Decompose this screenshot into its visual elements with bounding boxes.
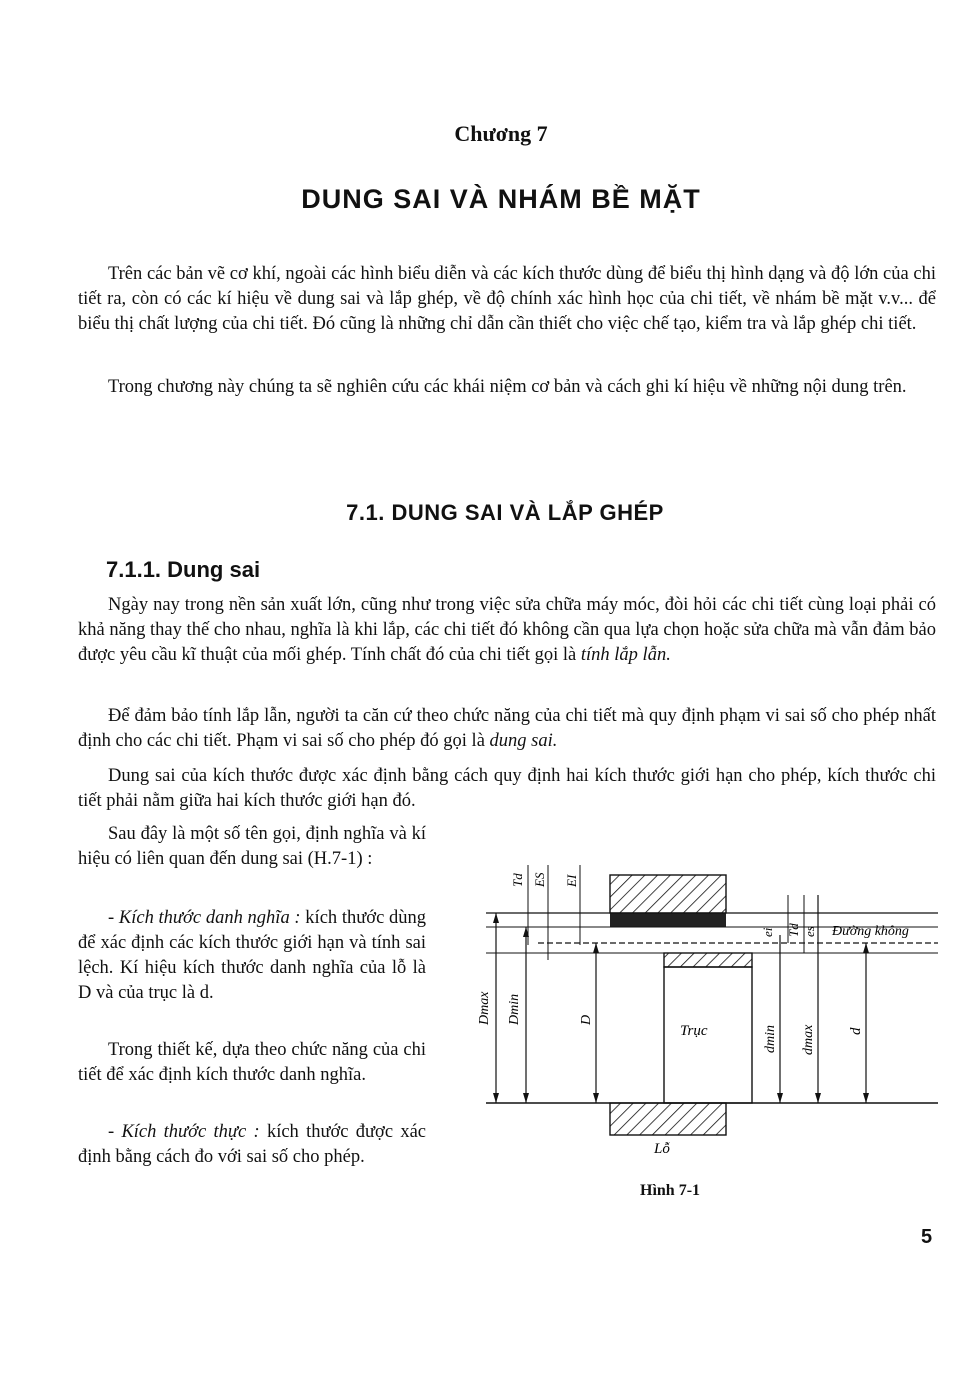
term-tinh-lap-lan: tính lắp lẫn. [580,645,671,665]
label-d-hole: D [579,1014,594,1025]
intro-paragraph-2: Trong chương này chúng ta sẽ nghiên cứu các khái niệm cơ bản và cách ghi kí hiệu về những nội dung trên. [108,377,907,397]
section-heading: 7.1. DUNG SAI VÀ LẮP GHÉP [346,500,664,525]
paragraph-definitions-intro: Sau đây là một số tên gọi, định nghĩa và kí hiệu có liên quan đến dung sai (H.7-1) : [78,824,426,869]
paragraph-text: Để đảm bảo tính lắp lẫn, người ta căn cứ theo chức năng của chi tiết mà quy định phạm vi sai số cho phép nhất định cho các chi tiết. Phạm vi sai số cho phép đó gọi là [78,706,936,751]
paragraph-tolerance [78,704,936,754]
label-dmax-hole: Dmax [477,991,492,1025]
term-nominal-size: - Kích thước danh nghĩa : [108,908,301,928]
page-number: 5 [921,1226,933,1248]
term-dung-sai: dung sai. [489,731,558,751]
label-zero-line: Đường không [832,924,909,939]
label-es: es [802,926,817,937]
subsection-heading: 7.1.1. Dung sai [106,557,261,582]
intro-paragraph-1: Trên các bản vẽ cơ khí, ngoài các hình biểu diễn và các kích thước dùng để biểu thị hình dạng và độ lớn của chi tiết ra, còn có các kí hiệu về dung sai và lắp ghép, về độ chính xác hình học của chi tiết, về nhám bề mặt v.v... để biểu thị chất lượng của chi tiết. Đó cũng là những chỉ dẫn cần thiết cho việc chế tạo, kiểm tra và lắp ghép chi tiết. [78,264,936,334]
label-td-shaft: Td [786,923,801,937]
term-actual-size: - Kích thước thực : [108,1122,260,1142]
paragraph-text: Ngày nay trong nền sản xuất lớn, cũng như trong việc sửa chữa máy móc, đòi hỏi các chi tiết cùng loại phải có khả năng thay thế cho nhau, nghĩa là khi lắp, các chi tiết đó không cần qua lựa chọn hoặc sửa chữa mà vẫn đảm bảo được yêu cầu kĩ thuật của mối ghép. Tính chất đó của chi tiết gọi là [78,595,936,665]
arrow [593,943,599,953]
arrow [863,943,869,953]
label-td: Td [510,873,525,887]
arrow [523,1093,529,1103]
arrow [493,913,499,923]
arrow [493,1093,499,1103]
paragraph-limits: Dung sai của kích thước được xác định bằng cách quy định hai kích thước giới hạn cho phép, kích thước chi tiết phải nằm giữa hai kích thước giới hạn đó. [78,766,936,811]
label-hole: Lỗ [654,1141,670,1157]
hole-tolerance-band [610,913,726,927]
label-dmin-shaft: dmin [763,1025,778,1053]
chapter-label: Chương 7 [454,121,548,146]
hole-wall-top [610,875,726,913]
label-ei-upper: EI [564,874,579,887]
label-dmax-shaft: dmax [801,1024,816,1055]
shaft-tolerance-band [664,953,752,967]
definition-text: kích thước dùng để xác định các kích thước giới hạn và tính sai lệch. Kí hiệu kích thước danh nghĩa của lỗ là D và của trục là d. [78,908,427,1003]
figure-caption: Hình 7-1 [640,1182,701,1199]
label-dmin-hole: Dmin [507,993,522,1025]
definition-text: kích thước được xác định bằng cách đo với sai số cho phép. [78,1122,426,1167]
arrow [863,1093,869,1103]
hole-wall-bottom [610,1103,726,1135]
label-shaft: Trục [680,1023,708,1039]
arrow [815,1093,821,1103]
shaft-body [664,967,752,1103]
paragraph-interchangeability [78,593,936,668]
definition-actual-size [78,1120,426,1170]
figure-tolerance-diagram [468,835,948,1165]
arrow [593,1093,599,1103]
paragraph-design: Trong thiết kế, dựa theo chức năng của chi tiết để xác định kích thước danh nghĩa. [78,1040,426,1085]
definition-nominal-size [78,906,426,1006]
label-ei: ei [760,927,775,937]
label-es-upper: ES [532,872,547,887]
arrow [777,1093,783,1103]
chapter-title: DUNG SAI VÀ NHÁM BỀ MẶT [301,184,701,214]
label-d-shaft: d [848,1027,864,1035]
